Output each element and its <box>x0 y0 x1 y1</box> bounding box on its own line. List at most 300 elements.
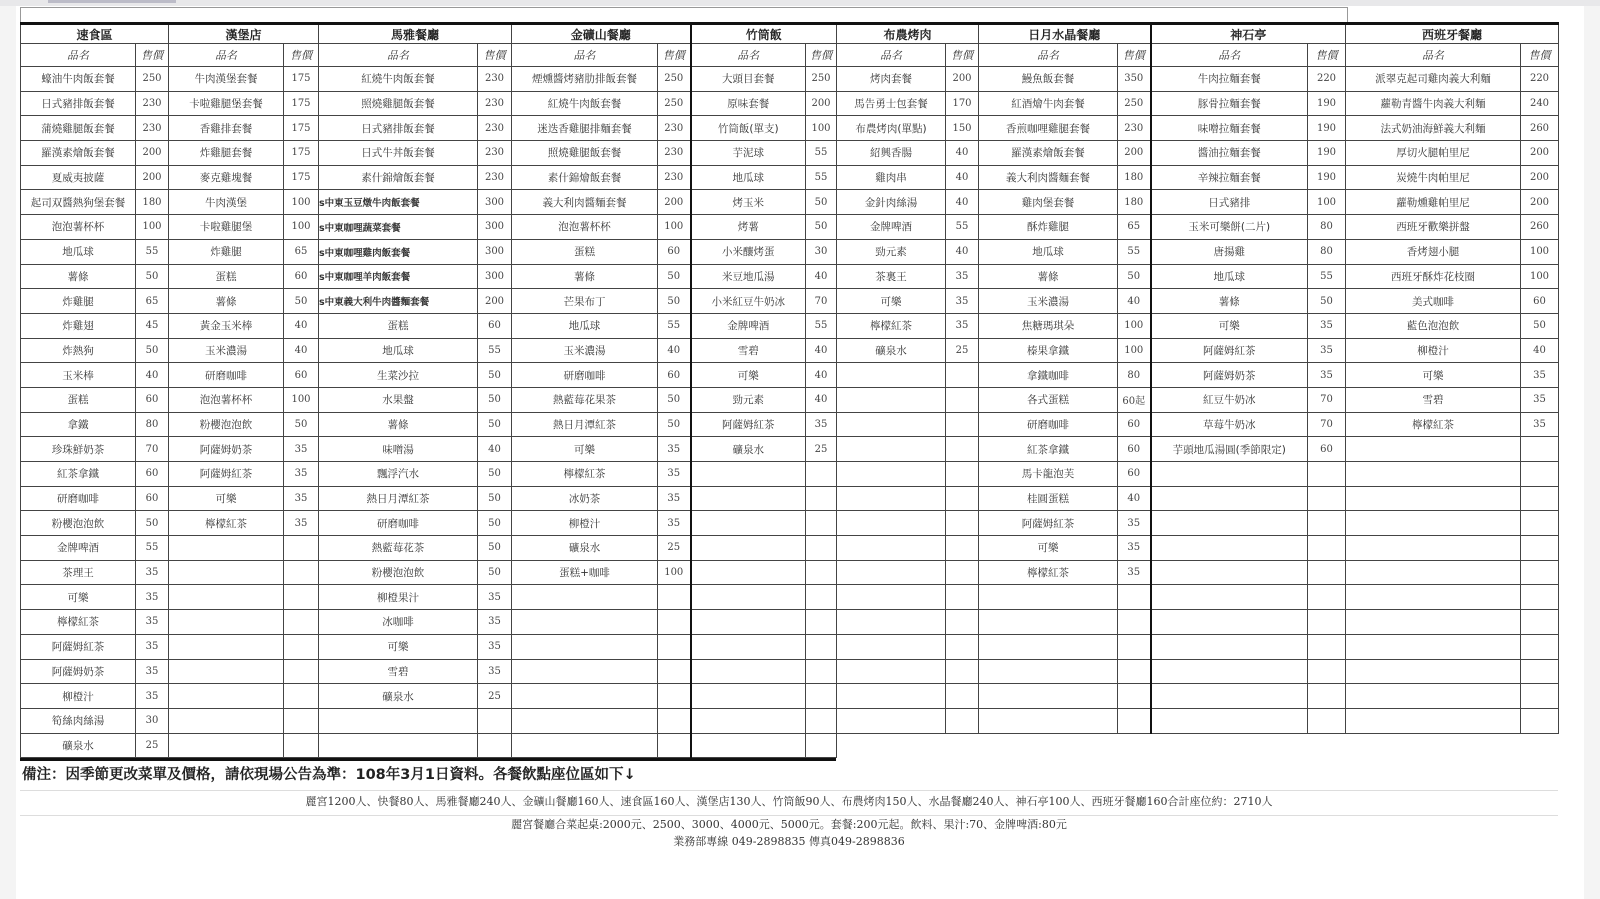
item-name: 日式豬排 <box>1151 190 1308 215</box>
item-name <box>169 560 284 585</box>
item-price: 60 <box>1308 437 1346 462</box>
item-name: 照燒雞腿飯套餐 <box>319 91 478 116</box>
item-price <box>1521 634 1559 659</box>
item-price: 35 <box>284 462 319 487</box>
item-name: s中東咖哩羊肉飯套餐 <box>319 264 478 289</box>
item-name: 雞肉堡套餐 <box>979 190 1118 215</box>
item-price: 55 <box>1308 264 1346 289</box>
item-price: 35 <box>136 610 169 635</box>
item-price <box>1118 610 1151 635</box>
item-name: 紅酒燴牛肉套餐 <box>979 91 1118 116</box>
item-name: 金牌啤酒 <box>837 215 946 240</box>
item-price: 35 <box>136 585 169 610</box>
item-price: 190 <box>1308 165 1346 190</box>
table-row <box>21 215 1559 240</box>
item-name: 味噌湯 <box>319 437 478 462</box>
item-price <box>806 684 837 709</box>
item-name <box>837 708 946 733</box>
item-price <box>1521 536 1559 561</box>
item-price: 60 <box>1118 437 1151 462</box>
item-name: 牛肉漢堡套餐 <box>169 67 284 92</box>
item-name: 素什錦燴飯套餐 <box>512 165 658 190</box>
item-name <box>1151 486 1308 511</box>
item-price: 50 <box>478 363 512 388</box>
item-name: 雪碧 <box>691 338 806 363</box>
item-price: 70 <box>1308 412 1346 437</box>
item-name: s中東咖哩蔬菜套餐 <box>319 215 478 240</box>
item-price: 40 <box>658 338 691 363</box>
item-price: 55 <box>1118 239 1151 264</box>
item-price <box>946 585 979 610</box>
item-price: 40 <box>284 313 319 338</box>
item-price <box>1521 462 1559 487</box>
item-price <box>1308 560 1346 585</box>
item-name: 唐揚雞 <box>1151 239 1308 264</box>
price-column-header: 售價 <box>1308 44 1346 67</box>
item-price: 40 <box>1521 338 1559 363</box>
item-name <box>837 462 946 487</box>
item-price: 230 <box>478 165 512 190</box>
menu-price-table <box>20 22 1559 758</box>
item-price: 50 <box>136 264 169 289</box>
item-name <box>1346 585 1521 610</box>
table-row <box>21 338 1559 363</box>
item-name: 味噌拉麵套餐 <box>1151 116 1308 141</box>
table-row <box>21 610 1559 635</box>
item-price: 100 <box>1521 264 1559 289</box>
item-name: 羅漢素燴飯套餐 <box>979 141 1118 166</box>
item-price <box>658 634 691 659</box>
item-price: 200 <box>946 67 979 92</box>
item-name: 薯條 <box>169 289 284 314</box>
item-name: 研磨咖啡 <box>21 486 136 511</box>
item-name: 牛肉拉麵套餐 <box>1151 67 1308 92</box>
item-name: 蒲燒雞腿飯套餐 <box>21 116 136 141</box>
item-name: 柳橙果汁 <box>319 585 478 610</box>
item-price: 50 <box>478 560 512 585</box>
item-name: 地瓜球 <box>319 338 478 363</box>
item-name <box>169 659 284 684</box>
table-row <box>21 733 1559 758</box>
item-name <box>1151 536 1308 561</box>
item-name: 紅豆牛奶冰 <box>1151 387 1308 412</box>
item-price: 150 <box>946 116 979 141</box>
item-price <box>284 708 319 733</box>
item-price: 200 <box>1521 141 1559 166</box>
item-price: 60 <box>284 264 319 289</box>
item-name: 羅漢素燴飯套餐 <box>21 141 136 166</box>
item-price: 40 <box>806 264 837 289</box>
item-price: 230 <box>136 116 169 141</box>
item-name <box>837 560 946 585</box>
item-price <box>284 585 319 610</box>
item-price <box>806 536 837 561</box>
item-price: 170 <box>946 91 979 116</box>
item-name <box>837 511 946 536</box>
item-name: 西班牙酥炸花枝圈 <box>1346 264 1521 289</box>
item-name: 勁元素 <box>837 239 946 264</box>
item-price: 50 <box>478 462 512 487</box>
item-name: 蛋糕 <box>512 239 658 264</box>
item-name: 勁元素 <box>691 387 806 412</box>
item-name <box>691 634 806 659</box>
item-name: 地瓜球 <box>691 165 806 190</box>
item-price: 100 <box>1521 239 1559 264</box>
item-name: 礦泉水 <box>21 733 136 758</box>
item-price: 50 <box>1521 313 1559 338</box>
item-price: 100 <box>1118 338 1151 363</box>
item-price: 50 <box>478 536 512 561</box>
item-price: 65 <box>1118 215 1151 240</box>
item-price: 80 <box>1118 363 1151 388</box>
item-price <box>1308 486 1346 511</box>
item-price: 230 <box>478 91 512 116</box>
item-name: 飄浮汽水 <box>319 462 478 487</box>
item-name: 地瓜球 <box>21 239 136 264</box>
item-name: 榛果拿鐵 <box>979 338 1118 363</box>
item-price <box>1521 585 1559 610</box>
item-name: 馬卡龍泡芙 <box>979 462 1118 487</box>
shop-title: 日月水晶餐廳 <box>979 24 1151 44</box>
item-name <box>837 634 946 659</box>
item-name <box>979 733 1118 758</box>
item-price: 35 <box>478 585 512 610</box>
item-price: 30 <box>806 239 837 264</box>
item-price <box>946 659 979 684</box>
item-price <box>806 708 837 733</box>
item-name <box>837 437 946 462</box>
item-price: 175 <box>284 165 319 190</box>
item-price <box>806 511 837 536</box>
item-price: 260 <box>1521 215 1559 240</box>
item-price <box>946 462 979 487</box>
item-name: 芒果布丁 <box>512 289 658 314</box>
item-name: 檸檬紅茶 <box>21 610 136 635</box>
item-price: 230 <box>478 141 512 166</box>
item-price <box>806 610 837 635</box>
item-price: 60 <box>658 363 691 388</box>
item-name: 檸檬紅茶 <box>1346 412 1521 437</box>
item-name: 熱藍莓花茶 <box>319 536 478 561</box>
item-name: s中東義大利牛肉醬麵套餐 <box>319 289 478 314</box>
item-name <box>1151 659 1308 684</box>
item-name <box>1151 462 1308 487</box>
price-column-header: 售價 <box>136 44 169 67</box>
item-price: 230 <box>478 116 512 141</box>
item-name <box>1346 560 1521 585</box>
shop-title: 馬雅餐廳 <box>319 24 512 44</box>
item-price: 175 <box>284 141 319 166</box>
item-price: 50 <box>478 511 512 536</box>
item-price: 190 <box>1308 116 1346 141</box>
item-price <box>1308 610 1346 635</box>
item-price: 35 <box>284 511 319 536</box>
item-name <box>1151 684 1308 709</box>
item-price: 35 <box>1118 536 1151 561</box>
item-price: 50 <box>478 486 512 511</box>
item-price: 60 <box>284 363 319 388</box>
item-name: 蛋糕 <box>169 264 284 289</box>
item-price: 50 <box>658 264 691 289</box>
item-price: 230 <box>1118 116 1151 141</box>
item-name: 煙燻醬烤豬肋排飯套餐 <box>512 67 658 92</box>
item-price: 65 <box>136 289 169 314</box>
item-price: 35 <box>658 486 691 511</box>
item-name <box>979 684 1118 709</box>
item-name: 可樂 <box>691 363 806 388</box>
item-name: 烤玉米 <box>691 190 806 215</box>
item-price <box>1118 585 1151 610</box>
item-price <box>1521 610 1559 635</box>
item-price: 35 <box>136 659 169 684</box>
banquet-pricing-text: 麗宮餐廳合菜起桌:2000元、2500、3000、4000元、5000元。套餐:200元起。飲料、果汁:70、金牌啤酒:80元 <box>20 815 1558 834</box>
item-price: 40 <box>1118 486 1151 511</box>
item-name: 蘿勒青醬牛肉義大利麵 <box>1346 91 1521 116</box>
item-price: 60 <box>136 486 169 511</box>
item-name: 日式豬排飯套餐 <box>319 116 478 141</box>
table-row <box>21 289 1559 314</box>
item-name <box>1151 733 1308 758</box>
shop-title: 漢堡店 <box>169 24 319 44</box>
item-name: 金針肉絲湯 <box>837 190 946 215</box>
price-column-header: 售價 <box>1118 44 1151 67</box>
item-price <box>284 610 319 635</box>
item-name <box>691 462 806 487</box>
item-price <box>806 462 837 487</box>
item-name: 雞肉串 <box>837 165 946 190</box>
item-price <box>1308 536 1346 561</box>
item-name: 研磨咖啡 <box>169 363 284 388</box>
table-row <box>21 536 1559 561</box>
item-price <box>946 536 979 561</box>
item-price: 35 <box>1521 387 1559 412</box>
item-price <box>658 610 691 635</box>
item-price: 250 <box>658 67 691 92</box>
table-row <box>21 560 1559 585</box>
item-name: s中東玉豆燉牛肉飯套餐 <box>319 190 478 215</box>
item-price <box>1308 684 1346 709</box>
shop-title: 西班牙餐廳 <box>1346 24 1559 44</box>
item-price <box>284 659 319 684</box>
item-name: 檸檬紅茶 <box>512 462 658 487</box>
item-price: 35 <box>946 313 979 338</box>
item-name <box>1346 536 1521 561</box>
item-name <box>1151 511 1308 536</box>
item-price: 60 <box>1118 412 1151 437</box>
item-name: 日式牛丼飯套餐 <box>319 141 478 166</box>
item-name: 研磨咖啡 <box>512 363 658 388</box>
item-price: 70 <box>806 289 837 314</box>
sheet-tab[interactable] <box>48 0 176 3</box>
item-name <box>837 610 946 635</box>
item-price: 55 <box>806 313 837 338</box>
item-name: 義大利肉醬麵套餐 <box>979 165 1118 190</box>
item-name: 柳橙汁 <box>1346 338 1521 363</box>
item-name <box>512 733 658 758</box>
item-name: 地瓜球 <box>512 313 658 338</box>
item-price: 70 <box>1308 387 1346 412</box>
item-price <box>658 733 691 758</box>
item-name: 香雞排套餐 <box>169 116 284 141</box>
item-name: 炸雞翅 <box>21 313 136 338</box>
item-price <box>946 437 979 462</box>
item-name <box>837 659 946 684</box>
item-name: 蠔油牛肉飯套餐 <box>21 67 136 92</box>
item-price: 60 <box>136 462 169 487</box>
item-price <box>658 585 691 610</box>
item-price <box>946 560 979 585</box>
item-price: 300 <box>478 239 512 264</box>
item-name: 辛辣拉麵套餐 <box>1151 165 1308 190</box>
item-name: 珍珠鮮奶茶 <box>21 437 136 462</box>
item-name <box>1346 511 1521 536</box>
item-price: 50 <box>1308 289 1346 314</box>
item-name <box>837 684 946 709</box>
item-price: 30 <box>136 708 169 733</box>
item-name <box>1151 708 1308 733</box>
item-price: 50 <box>658 289 691 314</box>
item-price: 180 <box>1118 190 1151 215</box>
item-name: 蛋糕+咖啡 <box>512 560 658 585</box>
item-name: 桂圓蛋糕 <box>979 486 1118 511</box>
item-price: 100 <box>658 215 691 240</box>
item-name: 炭燒牛肉帕里尼 <box>1346 165 1521 190</box>
item-price <box>946 708 979 733</box>
item-name: 原味套餐 <box>691 91 806 116</box>
item-price <box>806 659 837 684</box>
item-price <box>946 634 979 659</box>
item-name <box>1346 634 1521 659</box>
item-price <box>946 511 979 536</box>
item-name: 柳橙汁 <box>512 511 658 536</box>
item-name: 筍絲肉絲湯 <box>21 708 136 733</box>
name-column-header: 品名 <box>169 44 284 67</box>
item-name: 熱日月潭紅茶 <box>512 412 658 437</box>
name-column-header: 品名 <box>319 44 478 67</box>
item-name: 紹興香腸 <box>837 141 946 166</box>
table-row <box>21 511 1559 536</box>
item-price: 80 <box>136 412 169 437</box>
item-price: 250 <box>1118 91 1151 116</box>
table-row <box>21 239 1559 264</box>
item-name <box>512 585 658 610</box>
item-name: 礦泉水 <box>691 437 806 462</box>
item-name: 黃金玉米棒 <box>169 313 284 338</box>
item-price: 190 <box>1308 91 1346 116</box>
item-name <box>837 387 946 412</box>
item-price: 35 <box>1308 338 1346 363</box>
item-name: 阿薩姆紅茶 <box>979 511 1118 536</box>
table-row <box>21 264 1559 289</box>
item-name: 義大利肉醬麵套餐 <box>512 190 658 215</box>
item-name: 礦泉水 <box>837 338 946 363</box>
item-price: 350 <box>1118 67 1151 92</box>
item-name: 炸雞腿套餐 <box>169 141 284 166</box>
item-price: 40 <box>806 387 837 412</box>
item-price <box>1521 511 1559 536</box>
item-price <box>806 585 837 610</box>
item-price: 250 <box>136 67 169 92</box>
item-price: 55 <box>136 239 169 264</box>
name-column-header: 品名 <box>979 44 1118 67</box>
name-column-header: 品名 <box>1151 44 1308 67</box>
item-price: 60 <box>1118 462 1151 487</box>
item-price <box>946 610 979 635</box>
item-name: 泡泡薯杯杯 <box>21 215 136 240</box>
item-name: 金牌啤酒 <box>691 313 806 338</box>
item-name <box>319 708 478 733</box>
item-price: 35 <box>658 462 691 487</box>
price-column-header: 售價 <box>284 44 319 67</box>
item-price <box>1521 560 1559 585</box>
item-name: 米豆地瓜湯 <box>691 264 806 289</box>
item-name: 芋泥球 <box>691 141 806 166</box>
item-price: 25 <box>658 536 691 561</box>
item-name <box>1151 560 1308 585</box>
item-price: 50 <box>478 387 512 412</box>
item-name <box>691 733 806 758</box>
item-name: 美式咖啡 <box>1346 289 1521 314</box>
item-price: 60起 <box>1118 387 1151 412</box>
item-name <box>1346 462 1521 487</box>
item-name: 拿鐵 <box>21 412 136 437</box>
contact-info-text: 業務部專線 049-2898835 傳真049-2898836 <box>673 835 905 848</box>
item-name: 水果盤 <box>319 387 478 412</box>
item-name <box>691 585 806 610</box>
item-price: 250 <box>806 67 837 92</box>
item-name <box>837 536 946 561</box>
item-price <box>806 634 837 659</box>
item-price: 35 <box>1118 560 1151 585</box>
item-name: 茶理王 <box>21 560 136 585</box>
item-name: 冰奶茶 <box>512 486 658 511</box>
item-price: 35 <box>1308 313 1346 338</box>
table-row <box>21 486 1559 511</box>
item-name: 研磨咖啡 <box>979 412 1118 437</box>
item-price <box>1521 733 1559 758</box>
item-price <box>1308 659 1346 684</box>
item-price: 55 <box>478 338 512 363</box>
item-price: 35 <box>658 437 691 462</box>
item-price: 300 <box>478 264 512 289</box>
shop-title: 金礦山餐廳 <box>512 24 691 44</box>
item-price <box>1521 659 1559 684</box>
item-price: 35 <box>478 634 512 659</box>
item-price: 35 <box>946 264 979 289</box>
item-name <box>691 708 806 733</box>
item-price <box>1118 733 1151 758</box>
item-name: 阿薩姆紅茶 <box>691 412 806 437</box>
item-name: 布農烤肉(單點) <box>837 116 946 141</box>
item-price <box>946 363 979 388</box>
item-price: 100 <box>284 387 319 412</box>
item-name <box>1151 585 1308 610</box>
item-price: 50 <box>284 412 319 437</box>
table-row <box>21 462 1559 487</box>
item-name <box>512 708 658 733</box>
item-name: 薯條 <box>319 412 478 437</box>
item-price: 40 <box>1118 289 1151 314</box>
item-price: 40 <box>284 338 319 363</box>
item-name <box>169 708 284 733</box>
item-name <box>979 610 1118 635</box>
item-price: 175 <box>284 67 319 92</box>
item-name <box>1346 437 1521 462</box>
item-price <box>478 733 512 758</box>
item-price: 35 <box>136 634 169 659</box>
item-name: 紅燒牛肉飯套餐 <box>319 67 478 92</box>
item-price: 200 <box>806 91 837 116</box>
